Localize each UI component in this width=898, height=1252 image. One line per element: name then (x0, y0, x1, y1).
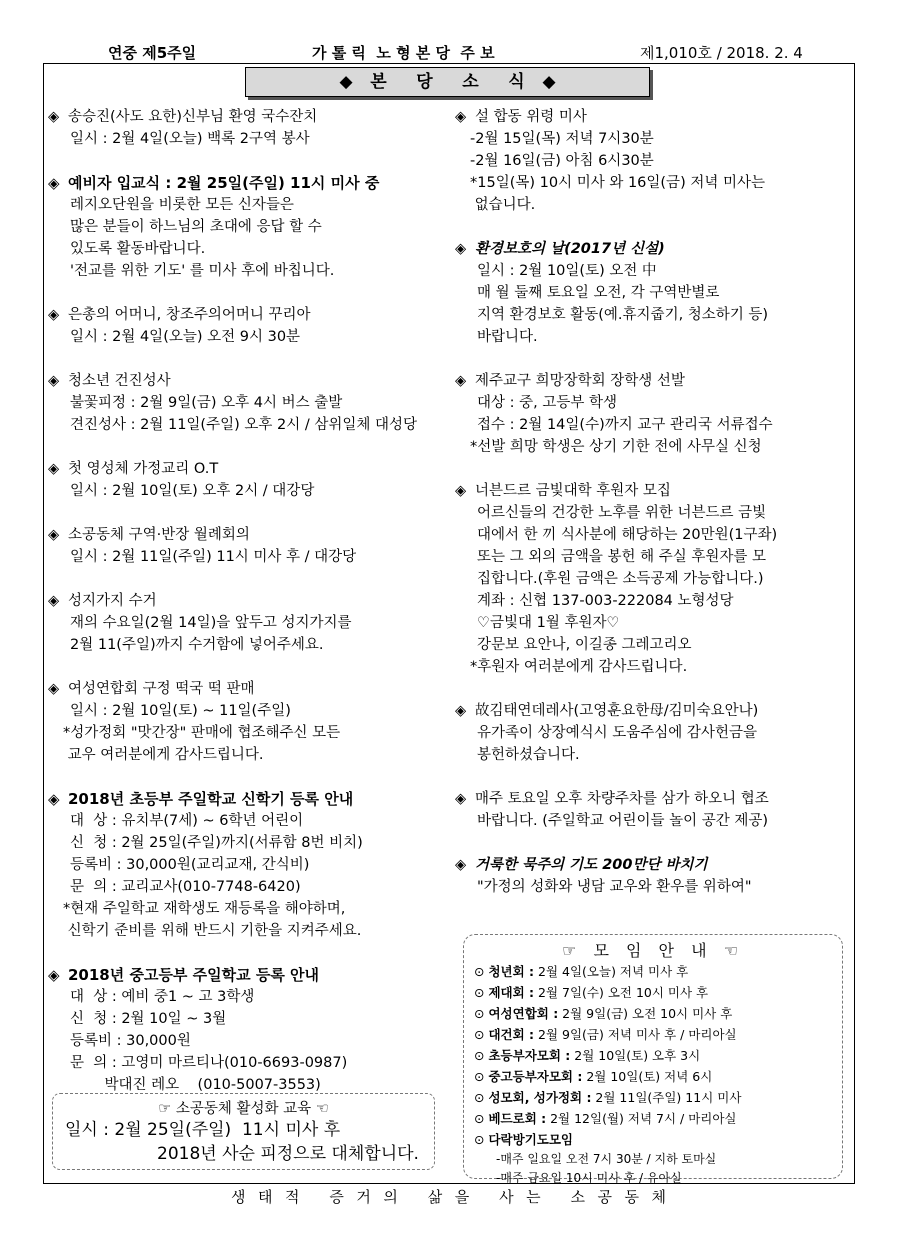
diamond-bullet-icon: ◈ (48, 307, 60, 323)
notice-line: '전교를 위한 기도' 를 미사 후에 바칩니다. (70, 263, 335, 279)
notice-line: *15일(목) 10시 미사 와 16일(금) 저녁 미사는 (470, 175, 765, 191)
diamond-bullet-icon: ◈ (48, 109, 60, 125)
notice-line: 집합니다.(후원 금액은 소득공제 가능합니다.) (477, 571, 764, 587)
notice-line: 지역 환경보호 활동(예.휴지줍기, 청소하기 등) (477, 307, 769, 323)
notice-heading-text: 2018년 초등부 주일학교 신학기 등록 안내 (68, 790, 354, 808)
notice-heading (455, 854, 850, 876)
notice-line: 일시 : 2월 4일(오늘) 백록 2구역 봉사 (70, 131, 310, 147)
notice-heading-text: 환경보호의 날(2017년 신설) (475, 241, 665, 257)
notice-heading-text: 예비자 입교식 : 2월 25일(주일) 11시 미사 중 (68, 174, 380, 192)
notice-heading-text: 성지가지 수거 (68, 593, 157, 609)
notice-line: 유가족이 상장예식시 도움주심에 감사헌금을 (477, 725, 757, 741)
notice-line: 대에서 한 끼 식사분에 해당하는 20만원(1구좌) (477, 527, 778, 543)
gathering-item (474, 1045, 842, 1066)
notice-line: 불꽃피정 : 2월 9일(금) 오후 4시 버스 출발 (70, 395, 343, 411)
gathering-name: 청년회 : (488, 964, 535, 979)
gathering-detail: 2월 9일(금) 오전 10시 미사 후 (558, 1006, 733, 1021)
notice-section (48, 678, 443, 766)
notice-heading (48, 304, 443, 326)
notice-line: 신 청 : 2월 25일(주일)까지(서류함 8번 비치) (70, 835, 363, 851)
left-column (48, 106, 443, 1118)
issue-info: 제1,010호 / 2018. 2. 4 (640, 44, 803, 62)
notice-line: 봉헌하셨습니다. (477, 747, 580, 763)
notice-heading (48, 106, 443, 128)
diamond-bullet-icon: ◈ (455, 857, 467, 873)
notice-heading-text: 매주 토요일 오후 차량주차를 삼가 하오니 협조 (475, 791, 769, 807)
target-mark-icon: ⊙ (474, 1048, 485, 1063)
gathering-item (474, 1003, 842, 1024)
notice-line: 어르신들의 건강한 노후를 위한 너븐드르 금빛 (477, 505, 767, 521)
notice-heading-text: 첫 영성체 가정교리 O.T (68, 461, 219, 477)
notice-heading (455, 370, 850, 392)
notice-line: -2월 15일(목) 저녁 7시30분 (470, 131, 654, 147)
gathering-item (474, 1129, 842, 1150)
notice-line: 대 상 : 유치부(7세) ~ 6학년 어린이 (70, 813, 304, 829)
notice-line: 없습니다. (470, 197, 536, 213)
notice-heading (48, 524, 443, 546)
notice-heading (48, 590, 443, 612)
target-mark-icon: ⊙ (474, 1132, 485, 1147)
notice-section (455, 854, 850, 898)
notice-line: 대 상 : 예비 중1 ~ 고 3학생 (70, 989, 255, 1005)
notice-heading-text: 송승진(사도 요한)신부님 환영 국수잔치 (68, 109, 318, 125)
gatherings-list (464, 961, 842, 1188)
notice-section (48, 964, 443, 1096)
notice-line: *선발 희망 학생은 상기 기한 전에 사무실 신청 (470, 439, 762, 455)
notice-section (48, 106, 443, 150)
diamond-bullet-icon: ◈ (48, 527, 60, 543)
notice-heading (455, 788, 850, 810)
diamond-bullet-icon: ◈ (48, 593, 60, 609)
notice-heading (455, 480, 850, 502)
gathering-detail: 2월 4일(오늘) 저녁 미사 후 (534, 964, 689, 979)
notice-line: 많은 분들이 하느님의 초대에 응답 할 수 (70, 219, 322, 235)
gathering-detail: 2월 10일(토) 저녁 6시 (582, 1069, 713, 1084)
notice-section (48, 370, 443, 436)
notice-heading (455, 238, 850, 260)
notice-line: -2월 16일(금) 아침 6시30분 (470, 153, 654, 169)
gathering-detail: 2월 12일(월) 저녁 7시 / 마리아실 (546, 1111, 737, 1126)
notice-section (48, 524, 443, 568)
gathering-detail: 2월 11일(주일) 11시 미사 (591, 1090, 742, 1105)
notice-line: 또는 그 외의 금액을 봉헌 해 주실 후원자를 모 (477, 549, 766, 565)
notice-line: 2월 11(주일)까지 수거함에 넣어주세요. (70, 637, 324, 653)
diamond-bullet-icon: ◈ (48, 966, 60, 984)
education-box (52, 1093, 435, 1170)
notice-line: 일시 : 2월 11일(주일) 11시 미사 후 / 대강당 (70, 549, 357, 565)
notice-line: 견진성사 : 2월 11일(주일) 오후 2시 / 삼위일체 대성당 (70, 417, 417, 433)
target-mark-icon: ⊙ (474, 1069, 485, 1084)
gathering-name: 초등부자모회 : (488, 1048, 571, 1063)
gathering-item (474, 1108, 842, 1129)
footer-motto: 생 태 적 증 거 의 삶 을 사 는 소 공 동 체 (230, 1188, 668, 1206)
gathering-item (474, 1066, 842, 1087)
gathering-subline: -매주 금요일 10시 미사 후 / 유아실 (496, 1171, 682, 1185)
notice-line: 매 월 둘째 토요일 오전, 각 구역반별로 (477, 285, 720, 301)
gatherings-title: ☞ 모 임 안 내 ☜ (562, 941, 744, 960)
notice-section (48, 788, 443, 942)
notice-heading-text: 설 합동 위령 미사 (475, 109, 587, 125)
notice-heading-text: 소공동체 구역·반장 월례회의 (68, 527, 250, 543)
notice-heading (48, 964, 443, 986)
notice-heading-text: 여성연합회 구정 떡국 떡 판매 (68, 681, 255, 697)
notice-heading-text: 故김태연데레사(고영훈요한母/김미숙요안나) (475, 703, 759, 719)
notice-line: 바랍니다. (주일학교 어린이들 놀이 공간 제공) (477, 813, 769, 829)
notice-section (48, 590, 443, 656)
notice-line: "가정의 성화와 냉담 교우와 환우를 위하여" (477, 879, 752, 895)
gathering-name: 여성연합회 : (488, 1006, 559, 1021)
notice-line: 재의 수요일(2월 14일)을 앞두고 성지가지를 (70, 615, 352, 631)
notice-heading-text: 거룩한 묵주의 기도 200만단 바치기 (475, 857, 708, 873)
notice-line: 문 의 : 교리교사(010-7748-6420) (70, 879, 301, 895)
diamond-bullet-icon: ◈ (455, 483, 467, 499)
diamond-bullet-icon: ◈ (48, 681, 60, 697)
notice-line: 접수 : 2월 14일(수)까지 교구 관리국 서류접수 (477, 417, 773, 433)
notice-heading (48, 172, 443, 194)
notice-line: 바랍니다. (477, 329, 538, 345)
gathering-name: 중고등부자모회 : (488, 1069, 583, 1084)
liturgical-week: 연중 제5주일 (108, 44, 197, 62)
diamond-bullet-icon: ◈ (48, 461, 60, 477)
diamond-bullet-icon: ◈ (455, 109, 467, 125)
education-line: 일시 : 2월 25일(주일) 11시 미사 후 (65, 1120, 341, 1140)
notice-heading-text: 너븐드르 금빛대학 후원자 모집 (475, 483, 671, 499)
notice-line: 있도록 활동바랍니다. (70, 241, 206, 257)
notice-line: 대상 : 중, 고등부 학생 (477, 395, 617, 411)
notice-heading-text: 청소년 건진성사 (68, 373, 171, 389)
notice-line: ♡금빛대 1월 후원자♡ (477, 615, 620, 631)
gathering-item (474, 1024, 842, 1045)
notice-heading (48, 678, 443, 700)
target-mark-icon: ⊙ (474, 964, 485, 979)
diamond-bullet-icon: ◈ (455, 703, 467, 719)
notice-line: 강문보 요안나, 이길종 그레고리오 (477, 637, 692, 653)
diamond-bullet-icon: ◈ (48, 373, 60, 389)
notice-heading (48, 788, 443, 810)
notice-section (48, 458, 443, 502)
gathering-item (474, 961, 842, 982)
diamond-bullet-icon: ◈ (48, 174, 60, 192)
bulletin-title: 가 톨 릭 노 형 본 당 주 보 (312, 44, 495, 62)
notice-heading (48, 458, 443, 480)
notice-heading (455, 106, 850, 128)
notice-section (455, 480, 850, 678)
gathering-name: 다락방기도모임 (488, 1132, 573, 1147)
gathering-detail: 2월 9일(금) 저녁 미사 후 / 마리아실 (534, 1027, 737, 1042)
gathering-name: 베드로회 : (488, 1111, 547, 1126)
notice-line: 레지오단원을 비롯한 모든 신자들은 (70, 197, 294, 213)
notice-line: *성가정회 "맛간장" 판매에 협조해주신 모든 (63, 725, 341, 741)
notice-heading (48, 370, 443, 392)
section-title: ◆ 본 당 소 식 ◆ (245, 67, 650, 97)
diamond-bullet-icon: ◈ (455, 791, 467, 807)
diamond-bullet-icon: ◈ (455, 373, 467, 389)
target-mark-icon: ⊙ (474, 1027, 485, 1042)
notice-section (455, 370, 850, 458)
gatherings-box (463, 934, 843, 1185)
education-line: 2018년 사순 피정으로 대체합니다. (157, 1144, 419, 1164)
gathering-name: 제대회 : (488, 985, 535, 1000)
gathering-name: 성모회, 성가정회 : (488, 1090, 592, 1105)
education-title: ☞ 소공동체 활성화 교육 ☜ (158, 1101, 329, 1117)
gathering-detail: 2월 10일(토) 오후 3시 (570, 1048, 701, 1063)
notice-line: 문 의 : 고영미 마르티나(010-6693-0987) (70, 1055, 348, 1071)
notice-line: 일시 : 2월 10일(토) 오후 2시 / 대강당 (70, 483, 315, 499)
diamond-bullet-icon: ◈ (48, 790, 60, 808)
gathering-item (474, 1087, 842, 1108)
gathering-name: 대건회 : (488, 1027, 535, 1042)
target-mark-icon: ⊙ (474, 1090, 485, 1105)
notice-heading-text: 2018년 중고등부 주일학교 등록 안내 (68, 966, 320, 984)
notice-line: 교우 여러분에게 감사드립니다. (63, 747, 264, 763)
notice-section (455, 788, 850, 832)
notice-line: 등록비 : 30,000원 (70, 1033, 191, 1049)
notice-line: *현재 주일학교 재학생도 재등록을 해야하며, (63, 901, 346, 917)
notice-section (455, 238, 850, 348)
notice-line: 일시 : 2월 4일(오늘) 오전 9시 30분 (70, 329, 301, 345)
notice-heading-text: 은총의 어머니, 창조주의어머니 꾸리아 (68, 307, 311, 323)
notice-line: *후원자 여러분에게 감사드립니다. (470, 659, 688, 675)
notice-section (48, 304, 443, 348)
notice-line: 신학기 준비를 위해 반드시 기한을 지켜주세요. (63, 923, 362, 939)
target-mark-icon: ⊙ (474, 1111, 485, 1126)
notice-section (455, 106, 850, 216)
gathering-detail: 2월 7일(수) 오전 10시 미사 후 (534, 985, 709, 1000)
notice-line: 등록비 : 30,000원(교리교재, 간식비) (70, 857, 310, 873)
notice-section (455, 700, 850, 766)
notice-heading (455, 700, 850, 722)
gathering-item (474, 982, 842, 1003)
notice-section (48, 172, 443, 282)
diamond-bullet-icon: ◈ (455, 241, 467, 257)
notice-line: 일시 : 2월 10일(토) ~ 11일(주일) (70, 703, 291, 719)
notice-line: 일시 : 2월 10일(토) 오전 中 (477, 263, 657, 279)
gathering-subline: -매주 일요일 오전 7시 30분 / 지하 토마실 (496, 1152, 717, 1166)
target-mark-icon: ⊙ (474, 1006, 485, 1021)
notice-line: 신 청 : 2월 10일 ~ 3월 (70, 1011, 227, 1027)
notice-heading-text: 제주교구 희망장학회 장학생 선발 (475, 373, 685, 389)
notice-line: 계좌 : 신협 137-003-222084 노형성당 (477, 593, 734, 609)
target-mark-icon: ⊙ (474, 985, 485, 1000)
notice-line: 박대진 레오 (010-5007-3553) (63, 1077, 321, 1093)
right-column (455, 106, 850, 920)
